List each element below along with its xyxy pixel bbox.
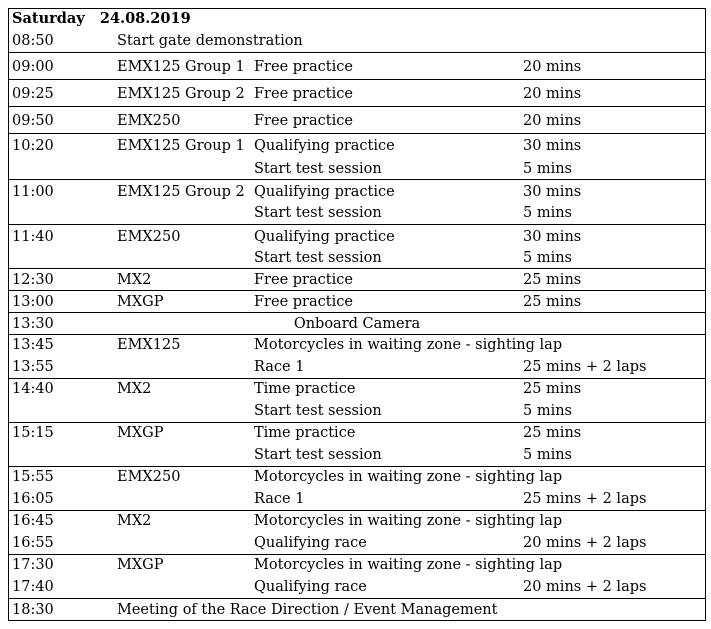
session-cell: Motorcycles in waiting zone - sighting lap xyxy=(254,337,563,353)
class-cell: MXGP xyxy=(117,425,164,441)
duration-cell: 20 mins xyxy=(523,113,582,129)
session-cell: Free practice xyxy=(254,59,353,75)
session-cell: Free practice xyxy=(254,113,353,129)
duration-cell: 25 mins xyxy=(523,425,582,441)
schedule-row xyxy=(9,510,705,554)
session-cell: Start test session xyxy=(254,403,382,419)
session-cell: Qualifying practice xyxy=(254,138,395,154)
schedule-row xyxy=(9,268,705,290)
schedule-row xyxy=(9,79,705,106)
session-cell: Motorcycles in waiting zone - sighting lap xyxy=(254,513,563,529)
duration-cell: 25 mins xyxy=(523,381,582,397)
class-cell: EMX125 Group 2 xyxy=(117,86,245,102)
schedule-row xyxy=(9,378,705,422)
session-cell: Free practice xyxy=(254,294,353,310)
schedule-rows xyxy=(9,30,705,620)
time-cell: 16:05 xyxy=(12,491,54,507)
schedule-row xyxy=(9,290,705,312)
duration-cell: 25 mins + 2 laps xyxy=(523,359,647,375)
time-cell: 15:15 xyxy=(12,425,54,441)
duration-cell: 30 mins xyxy=(523,229,582,245)
class-cell: EMX250 xyxy=(117,229,181,245)
session-cell: Motorcycles in waiting zone - sighting lap xyxy=(254,469,563,485)
schedule-row xyxy=(9,312,705,334)
schedule-header xyxy=(9,9,705,30)
class-cell: EMX125 Group 1 xyxy=(117,138,245,154)
schedule-row xyxy=(9,106,705,133)
schedule-row xyxy=(9,422,705,466)
session-cell: Race 1 xyxy=(254,491,305,507)
class-cell: EMX250 xyxy=(117,113,181,129)
class-cell: MXGP xyxy=(117,557,164,573)
duration-cell: 30 mins xyxy=(523,138,582,154)
session-cell: Race 1 xyxy=(254,359,305,375)
schedule-row xyxy=(9,179,705,224)
class-cell: MX2 xyxy=(117,513,152,529)
duration-cell: 5 mins xyxy=(523,403,573,419)
class-cell: Meeting of the Race Direction / Event Management xyxy=(117,602,498,618)
duration-cell: 25 mins + 2 laps xyxy=(523,491,647,507)
time-cell: 13:55 xyxy=(12,359,54,375)
time-cell: 17:30 xyxy=(12,557,54,573)
schedule-title: Saturday 24.08.2019 xyxy=(12,10,191,27)
session-cell: Qualifying race xyxy=(254,535,367,551)
time-cell: 15:55 xyxy=(12,469,54,485)
time-cell: 14:40 xyxy=(12,381,54,397)
time-cell: 12:30 xyxy=(12,272,54,288)
session-cell: Time practice xyxy=(254,381,356,397)
session-cell: Start test session xyxy=(254,447,382,463)
schedule-row xyxy=(9,30,705,52)
session-cell: Qualifying race xyxy=(254,579,367,595)
session-cell: Qualifying practice xyxy=(254,184,395,200)
class-cell: EMX125 Group 1 xyxy=(117,59,245,75)
duration-cell: 20 mins xyxy=(523,86,582,102)
time-cell: 09:50 xyxy=(12,113,54,129)
duration-cell: 20 mins xyxy=(523,59,582,75)
schedule-table xyxy=(8,8,706,621)
class-cell: EMX125 Group 2 xyxy=(117,184,245,200)
session-cell: Start test session xyxy=(254,161,382,177)
time-cell: 08:50 xyxy=(12,33,54,49)
time-cell: 09:00 xyxy=(12,59,54,75)
time-cell: 13:45 xyxy=(12,337,54,353)
session-cell: Free practice xyxy=(254,272,353,288)
duration-cell: 5 mins xyxy=(523,447,573,463)
time-cell: 13:00 xyxy=(12,294,54,310)
session-cell: Time practice xyxy=(254,425,356,441)
time-cell: 10:20 xyxy=(12,138,54,154)
time-cell: 09:25 xyxy=(12,86,54,102)
schedule-row xyxy=(9,598,705,620)
schedule-row xyxy=(9,52,705,79)
session-cell: Free practice xyxy=(254,86,353,102)
duration-cell: 25 mins xyxy=(523,294,582,310)
session-cell: Qualifying practice xyxy=(254,229,395,245)
class-cell: MXGP xyxy=(117,294,164,310)
time-cell: 18:30 xyxy=(12,602,54,618)
duration-cell: 5 mins xyxy=(523,161,573,177)
class-cell: EMX250 xyxy=(117,469,181,485)
duration-cell: 30 mins xyxy=(523,184,582,200)
duration-cell: 5 mins xyxy=(523,250,573,266)
time-cell: 16:45 xyxy=(12,513,54,529)
time-cell: 13:30 xyxy=(12,316,54,332)
session-cell: Motorcycles in waiting zone - sighting lap xyxy=(254,557,563,573)
duration-cell: 5 mins xyxy=(523,205,573,221)
class-cell: EMX125 xyxy=(117,337,181,353)
class-cell: Start gate demonstration xyxy=(117,33,303,49)
class-cell: MX2 xyxy=(117,272,152,288)
time-cell: 16:55 xyxy=(12,535,54,551)
class-cell: MX2 xyxy=(117,381,152,397)
session-cell: Start test session xyxy=(254,250,382,266)
time-cell: 11:00 xyxy=(12,184,54,200)
time-cell: 17:40 xyxy=(12,579,54,595)
schedule-row xyxy=(9,224,705,268)
duration-cell: 20 mins + 2 laps xyxy=(523,535,647,551)
schedule-row xyxy=(9,466,705,510)
session-cell: Start test session xyxy=(254,205,382,221)
schedule-row xyxy=(9,334,705,378)
duration-cell: 25 mins xyxy=(523,272,582,288)
duration-cell: 20 mins + 2 laps xyxy=(523,579,647,595)
schedule-row xyxy=(9,133,705,179)
schedule-row xyxy=(9,554,705,598)
center-note-cell: Onboard Camera xyxy=(293,316,421,332)
time-cell: 11:40 xyxy=(12,229,54,245)
